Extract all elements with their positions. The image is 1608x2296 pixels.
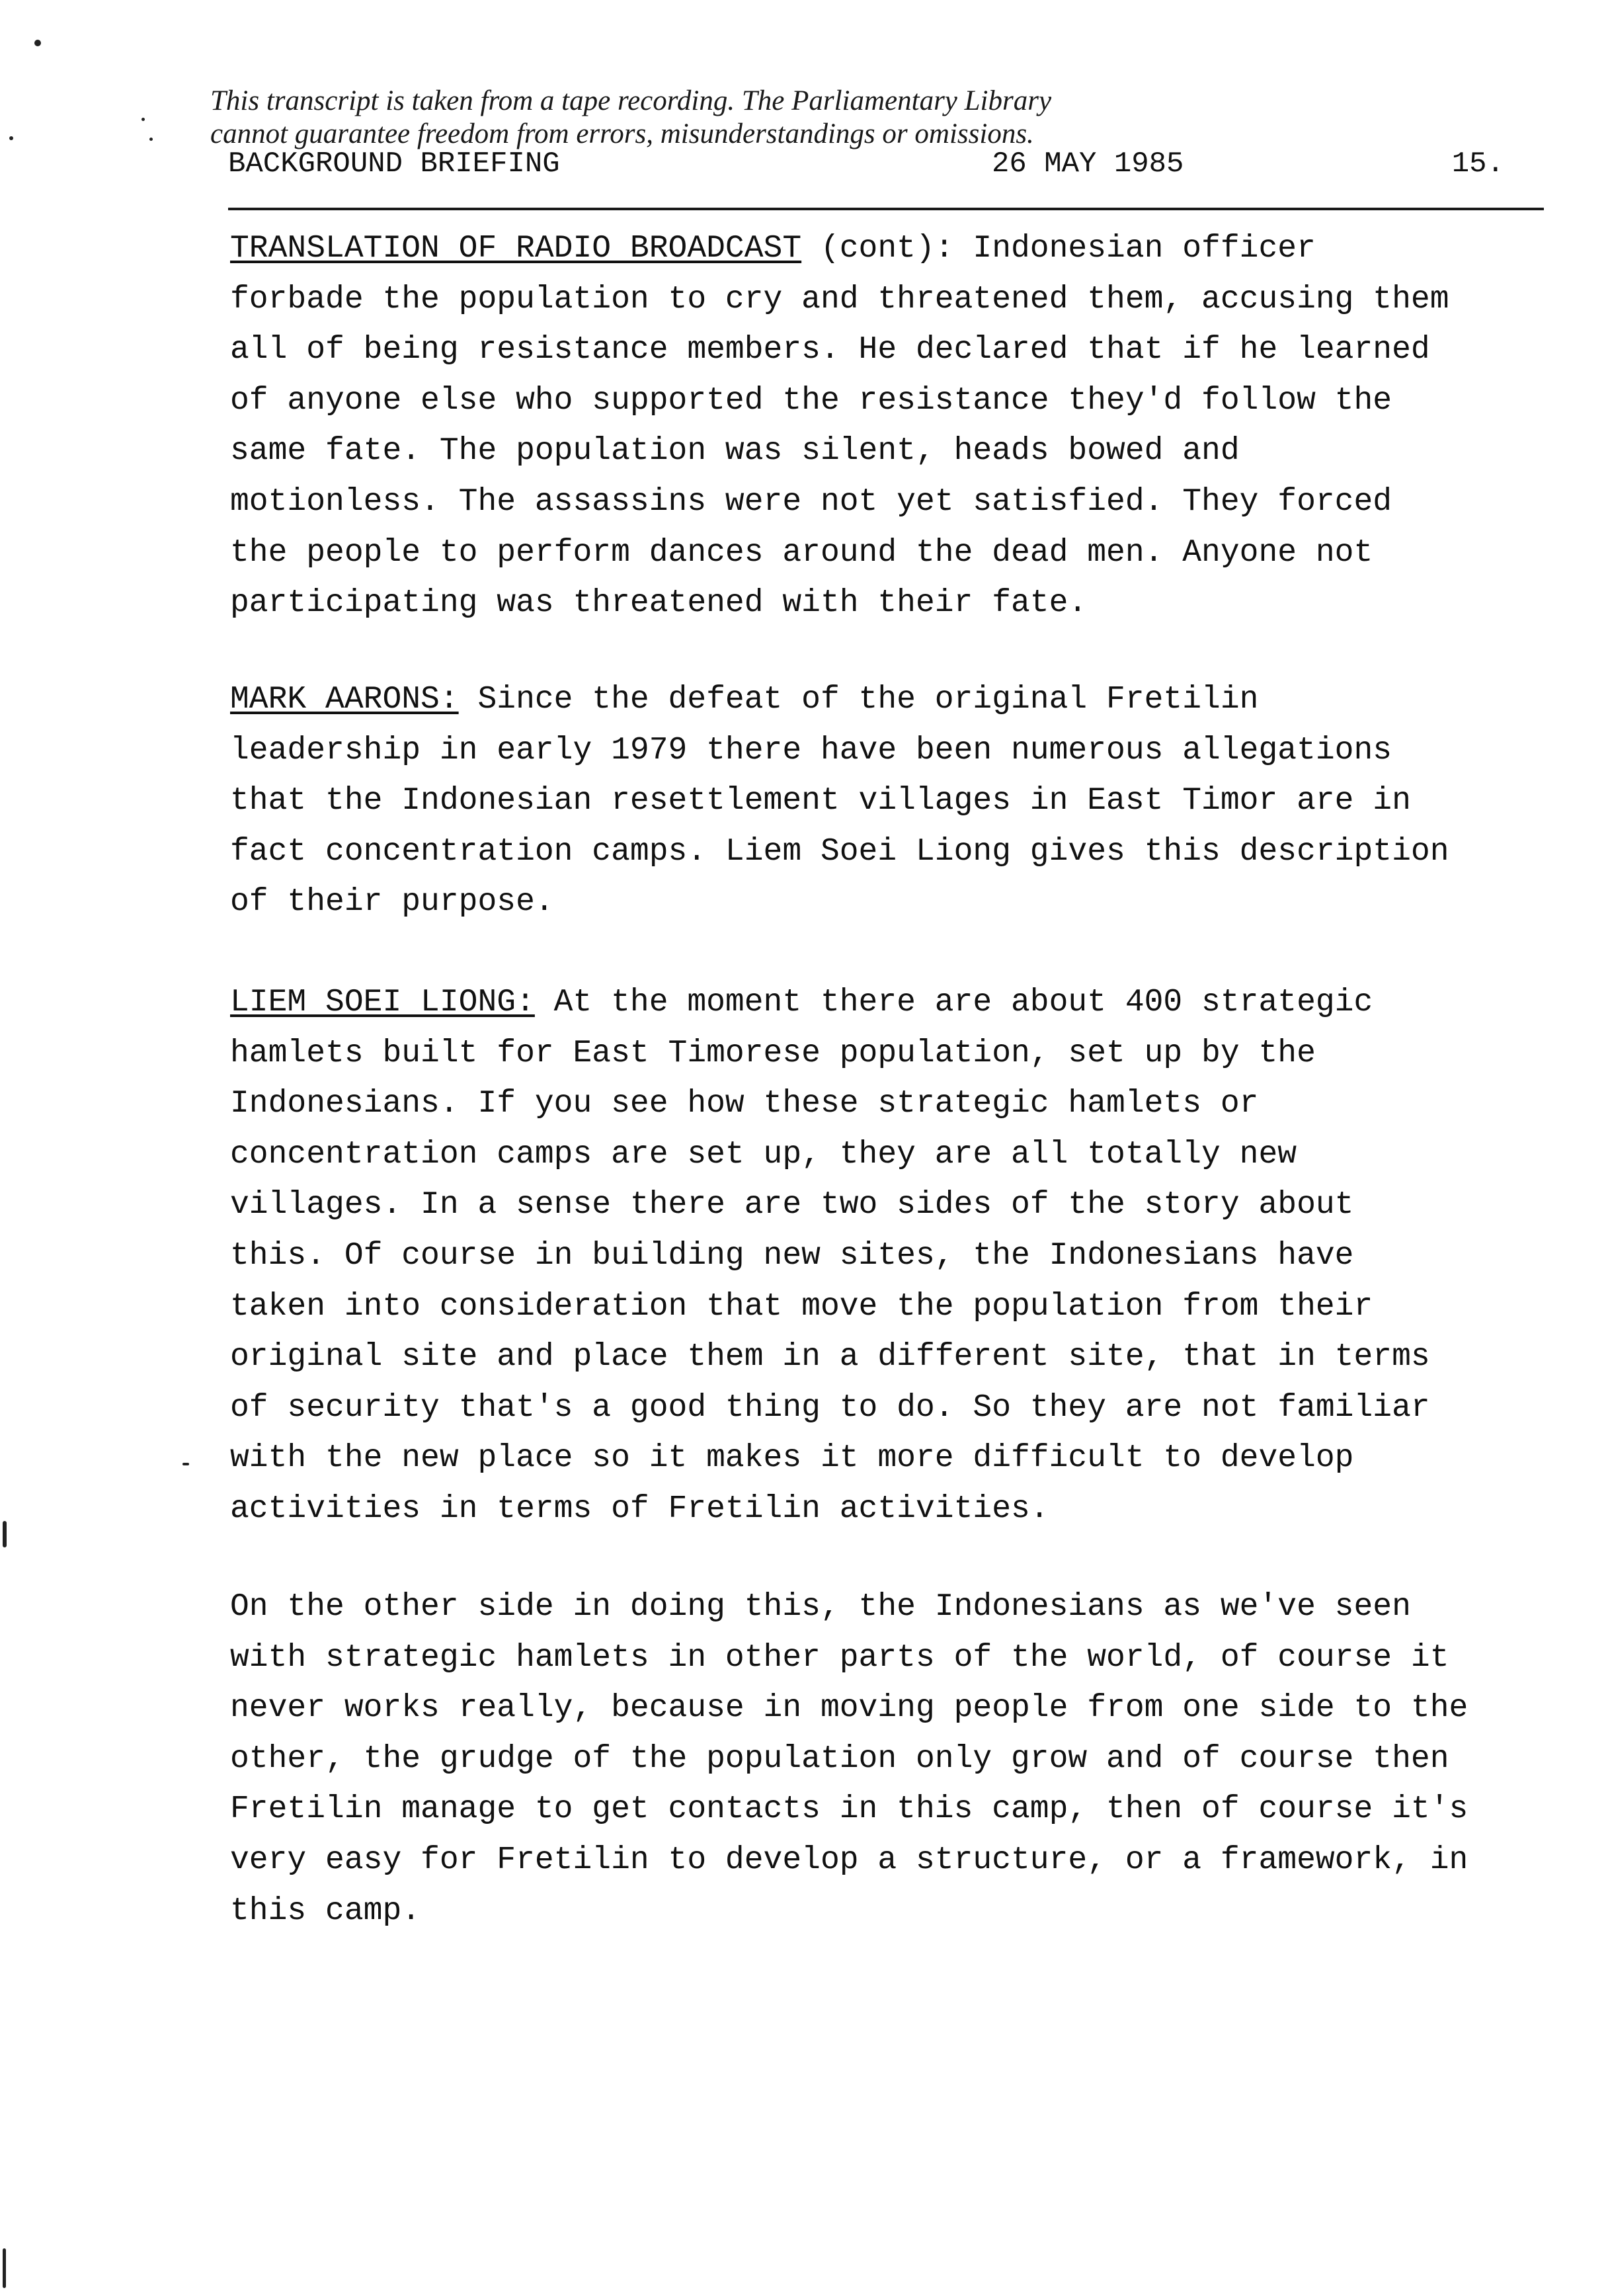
- text-line: fact concentration camps. Liem Soei Liong gives this description: [230, 833, 1449, 870]
- text-line: [230, 675, 1546, 725]
- disclaimer-note: [210, 85, 1519, 151]
- text-line: very easy for Fretilin to develop a structure, or a framework, in: [230, 1842, 1468, 1878]
- text-line: other, the grudge of the population only grow and of course then: [230, 1741, 1449, 1777]
- line-text: At the moment there are about 400 strategic: [534, 985, 1373, 1020]
- disclaimer-line: This transcript is taken from a tape recording. The Parliamentary Library: [210, 85, 1052, 116]
- program-title: BACKGROUND BRIEFING: [228, 147, 560, 181]
- scan-speck: [34, 40, 41, 46]
- page-header: [228, 145, 1504, 183]
- text-line: forbade the population to cry and threatened them, accusing them: [230, 281, 1449, 317]
- text-line: original site and place them in a different site, that in terms: [230, 1339, 1430, 1375]
- text-line: On the other side in doing this, the Indonesians as we've seen: [230, 1589, 1411, 1625]
- text-line: Indonesians. If you see how these strategic hamlets or: [230, 1086, 1259, 1122]
- page-number: 15.: [1451, 147, 1504, 181]
- text-line: with the new place so it makes it more difficult to develop: [230, 1440, 1354, 1477]
- text-line: [230, 224, 1546, 274]
- disclaimer-line: cannot guarantee freedom from errors, misunderstandings or omissions.: [210, 118, 1034, 149]
- text-line: same fate. The population was silent, heads bowed and: [230, 433, 1240, 470]
- broadcast-date: 26 MAY 1985: [992, 147, 1184, 181]
- text-line: of security that's a good thing to do. So they are not familiar: [230, 1389, 1430, 1426]
- text-line: motionless. The assassins were not yet satisfied. They forced: [230, 483, 1392, 520]
- text-line: activities in terms of Fretilin activities.: [230, 1491, 1049, 1527]
- text-line: [230, 977, 1546, 1028]
- paragraph-liem-continued: [230, 1582, 1546, 1936]
- text-line: leadership in early 1979 there have been numerous allegations: [230, 732, 1392, 768]
- text-line: taken into consideration that move the population from their: [230, 1288, 1373, 1325]
- scan-speck: [149, 138, 153, 141]
- text-line: this. Of course in building new sites, the Indonesians have: [230, 1237, 1354, 1274]
- scan-speck: [9, 136, 13, 140]
- text-line: concentration camps are set up, they are all totally new: [230, 1136, 1297, 1172]
- text-line: all of being resistance members. He declared that if he learned: [230, 332, 1430, 368]
- scan-speck: [182, 1463, 189, 1465]
- paragraph-translation: [230, 224, 1546, 629]
- text-line: that the Indonesian resettlement villages in East Timor are in: [230, 783, 1411, 819]
- text-line: of their purpose.: [230, 884, 554, 921]
- scan-speck: [3, 1521, 7, 1547]
- speaker-label: MARK AARONS:: [230, 682, 459, 718]
- text-line: of anyone else who supported the resistance they'd follow the: [230, 382, 1392, 419]
- text-line: participating was threatened with their fate.: [230, 585, 1088, 622]
- line-text: Since the defeat of the original Fretilin: [458, 682, 1259, 718]
- paragraph-liem-soei-liong: [230, 977, 1546, 1535]
- text-line: hamlets built for East Timorese population, set up by the: [230, 1035, 1316, 1071]
- scan-speck: [141, 118, 145, 121]
- line-text: (cont): Indonesian officer: [801, 231, 1316, 266]
- speaker-label: TRANSLATION OF RADIO BROADCAST: [230, 231, 802, 266]
- text-line: never works really, because in moving people from one side to the: [230, 1690, 1468, 1727]
- speaker-label: LIEM SOEI LIONG:: [230, 985, 535, 1020]
- text-line: with strategic hamlets in other parts of the world, of course it: [230, 1639, 1449, 1676]
- scan-speck: [3, 2248, 6, 2288]
- header-divider: [228, 208, 1544, 210]
- text-line: this camp.: [230, 1893, 421, 1929]
- text-line: the people to perform dances around the dead men. Anyone not: [230, 534, 1373, 571]
- paragraph-mark-aarons: [230, 675, 1546, 928]
- text-line: villages. In a sense there are two sides of the story about: [230, 1187, 1354, 1223]
- text-line: Fretilin manage to get contacts in this camp, then of course it's: [230, 1791, 1468, 1828]
